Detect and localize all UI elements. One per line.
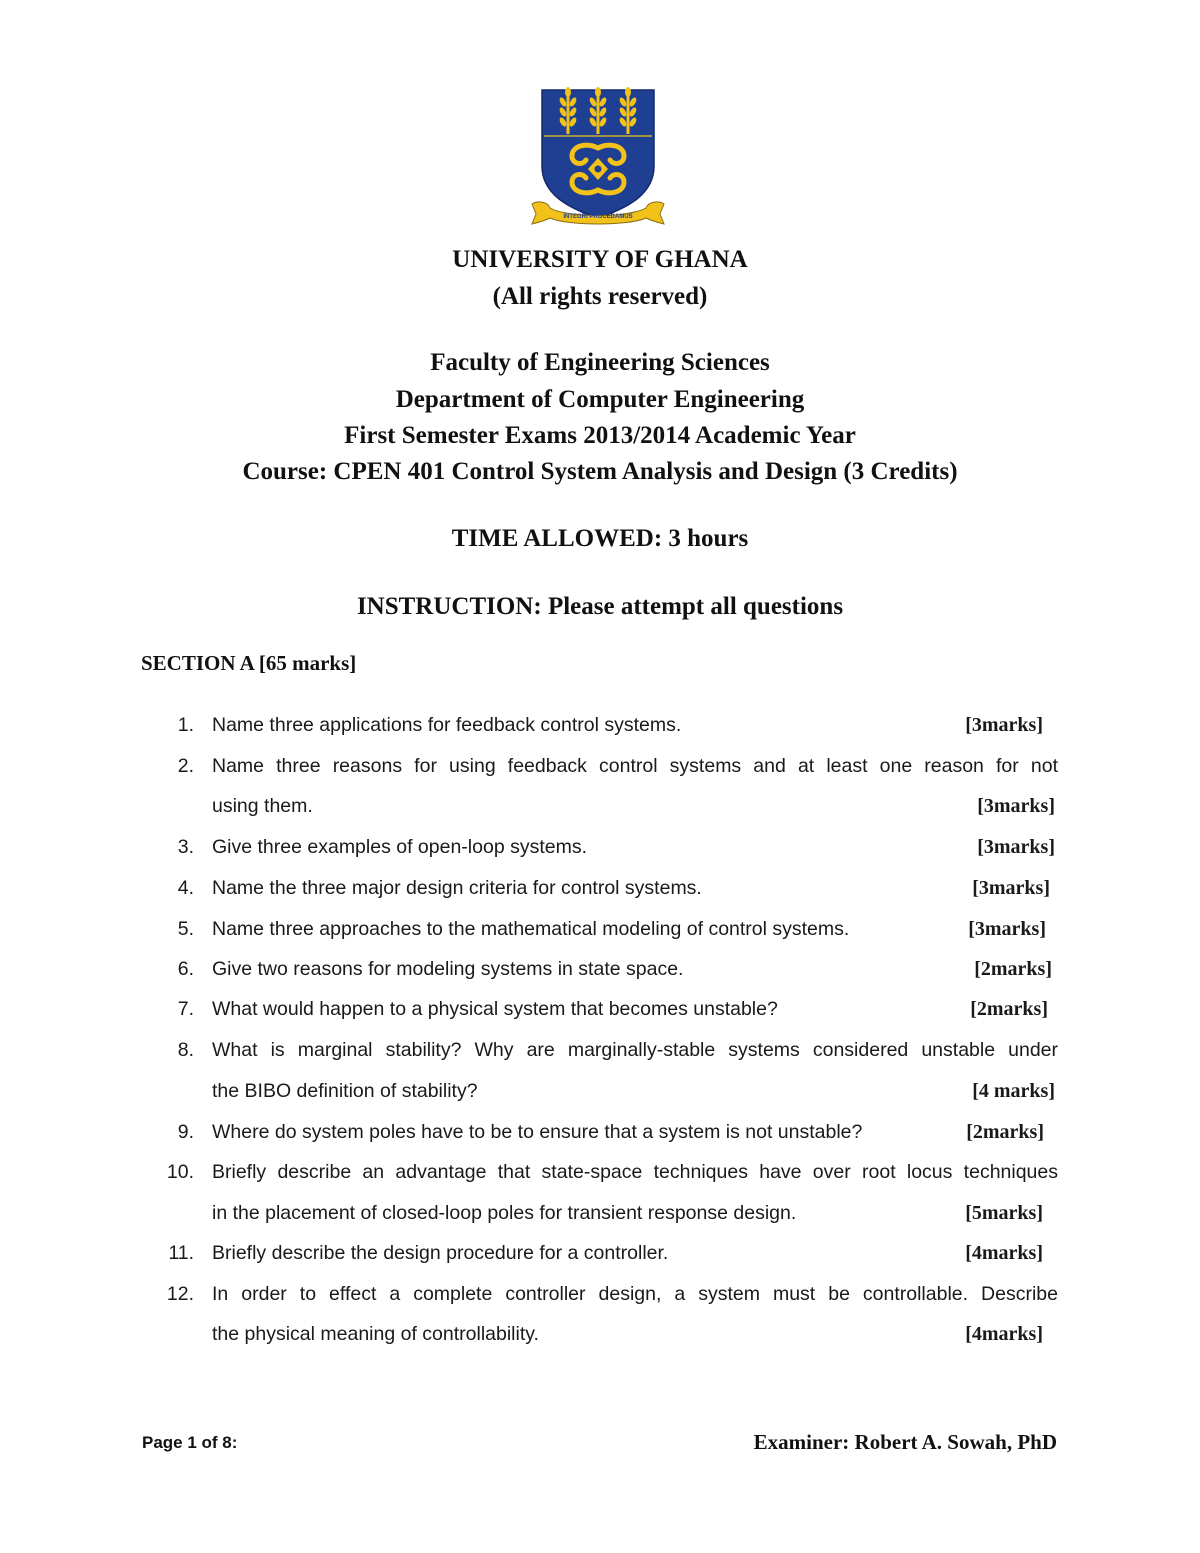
question-text: Name three approaches to the mathematical modeling of control systems. bbox=[212, 918, 850, 940]
question-text: Name three applications for feedback control systems. bbox=[212, 714, 682, 736]
question-marks: [3marks] bbox=[968, 918, 1046, 940]
question-marks: [5marks] bbox=[965, 1202, 1043, 1224]
question-marks: [4marks] bbox=[965, 1242, 1043, 1264]
instruction: INSTRUCTION: Please attempt all questions bbox=[356, 593, 844, 620]
svg-text:INTEGRI PROCEDAMUS: INTEGRI PROCEDAMUS bbox=[563, 214, 633, 220]
question-marks: [3marks] bbox=[977, 836, 1055, 858]
question-text: Give three examples of open-loop systems. bbox=[212, 836, 588, 858]
question-number: 4. bbox=[177, 877, 194, 899]
question-text: Briefly describe an advantage that state-space techniques have over root locus techniques bbox=[212, 1161, 1058, 1183]
question-marks: [4 marks] bbox=[972, 1080, 1055, 1102]
course-title: Course: CPEN 401 Control System Analysis and Design (3 Credits) bbox=[242, 458, 958, 485]
examiner-name: Examiner: Robert A. Sowah, PhD bbox=[753, 1430, 1057, 1454]
department-name: Department of Computer Engineering bbox=[395, 386, 805, 413]
question-number: 1. bbox=[177, 714, 194, 736]
time-allowed: TIME ALLOWED: 3 hours bbox=[451, 525, 749, 552]
question-text: Give two reasons for modeling systems in state space. bbox=[212, 958, 684, 980]
question-marks: [2marks] bbox=[970, 998, 1048, 1020]
question-number: 6. bbox=[177, 958, 194, 980]
rights-notice: (All rights reserved) bbox=[492, 283, 708, 310]
exam-session: First Semester Exams 2013/2014 Academic Year bbox=[344, 422, 856, 449]
question-text: using them. bbox=[212, 795, 313, 817]
question-text: What would happen to a physical system that becomes unstable? bbox=[212, 998, 778, 1020]
question-text: What is marginal stability? Why are marginally-stable systems considered unstable under bbox=[212, 1039, 1058, 1061]
question-number: 12. bbox=[166, 1283, 194, 1305]
section-title: SECTION A [65 marks] bbox=[141, 651, 357, 675]
question-number: 2. bbox=[177, 755, 194, 777]
question-marks: [3marks] bbox=[965, 714, 1043, 736]
question-marks: [2marks] bbox=[974, 958, 1052, 980]
question-number: 3. bbox=[177, 836, 194, 858]
page-number: Page 1 of 8: bbox=[142, 1433, 238, 1452]
question-number: 11. bbox=[168, 1242, 194, 1264]
question-marks: [3marks] bbox=[977, 795, 1055, 817]
question-number: 5. bbox=[177, 918, 194, 940]
question-text: In order to effect a complete controller design, a system must be controllable. Describe bbox=[212, 1283, 1058, 1305]
university-crest-logo bbox=[528, 86, 668, 228]
question-text: Name three reasons for using feedback control systems and at least one reason for not bbox=[212, 755, 1058, 777]
question-text: the BIBO definition of stability? bbox=[212, 1080, 478, 1102]
question-text: in the placement of closed-loop poles for transient response design. bbox=[212, 1202, 797, 1224]
question-number: 7. bbox=[177, 998, 194, 1020]
faculty-name: Faculty of Engineering Sciences bbox=[430, 349, 770, 376]
question-number: 10. bbox=[166, 1161, 194, 1183]
university-name: UNIVERSITY OF GHANA bbox=[452, 246, 748, 273]
question-marks: [4marks] bbox=[965, 1323, 1043, 1345]
question-text: Name the three major design criteria for control systems. bbox=[212, 877, 702, 899]
question-text: Briefly describe the design procedure for a controller. bbox=[212, 1242, 669, 1264]
question-marks: [2marks] bbox=[966, 1121, 1044, 1143]
question-number: 8. bbox=[177, 1039, 194, 1061]
question-text: the physical meaning of controllability. bbox=[212, 1323, 539, 1345]
question-marks: [3marks] bbox=[972, 877, 1050, 899]
question-text: Where do system poles have to be to ensure that a system is not unstable? bbox=[212, 1121, 863, 1143]
question-number: 9. bbox=[177, 1121, 194, 1143]
